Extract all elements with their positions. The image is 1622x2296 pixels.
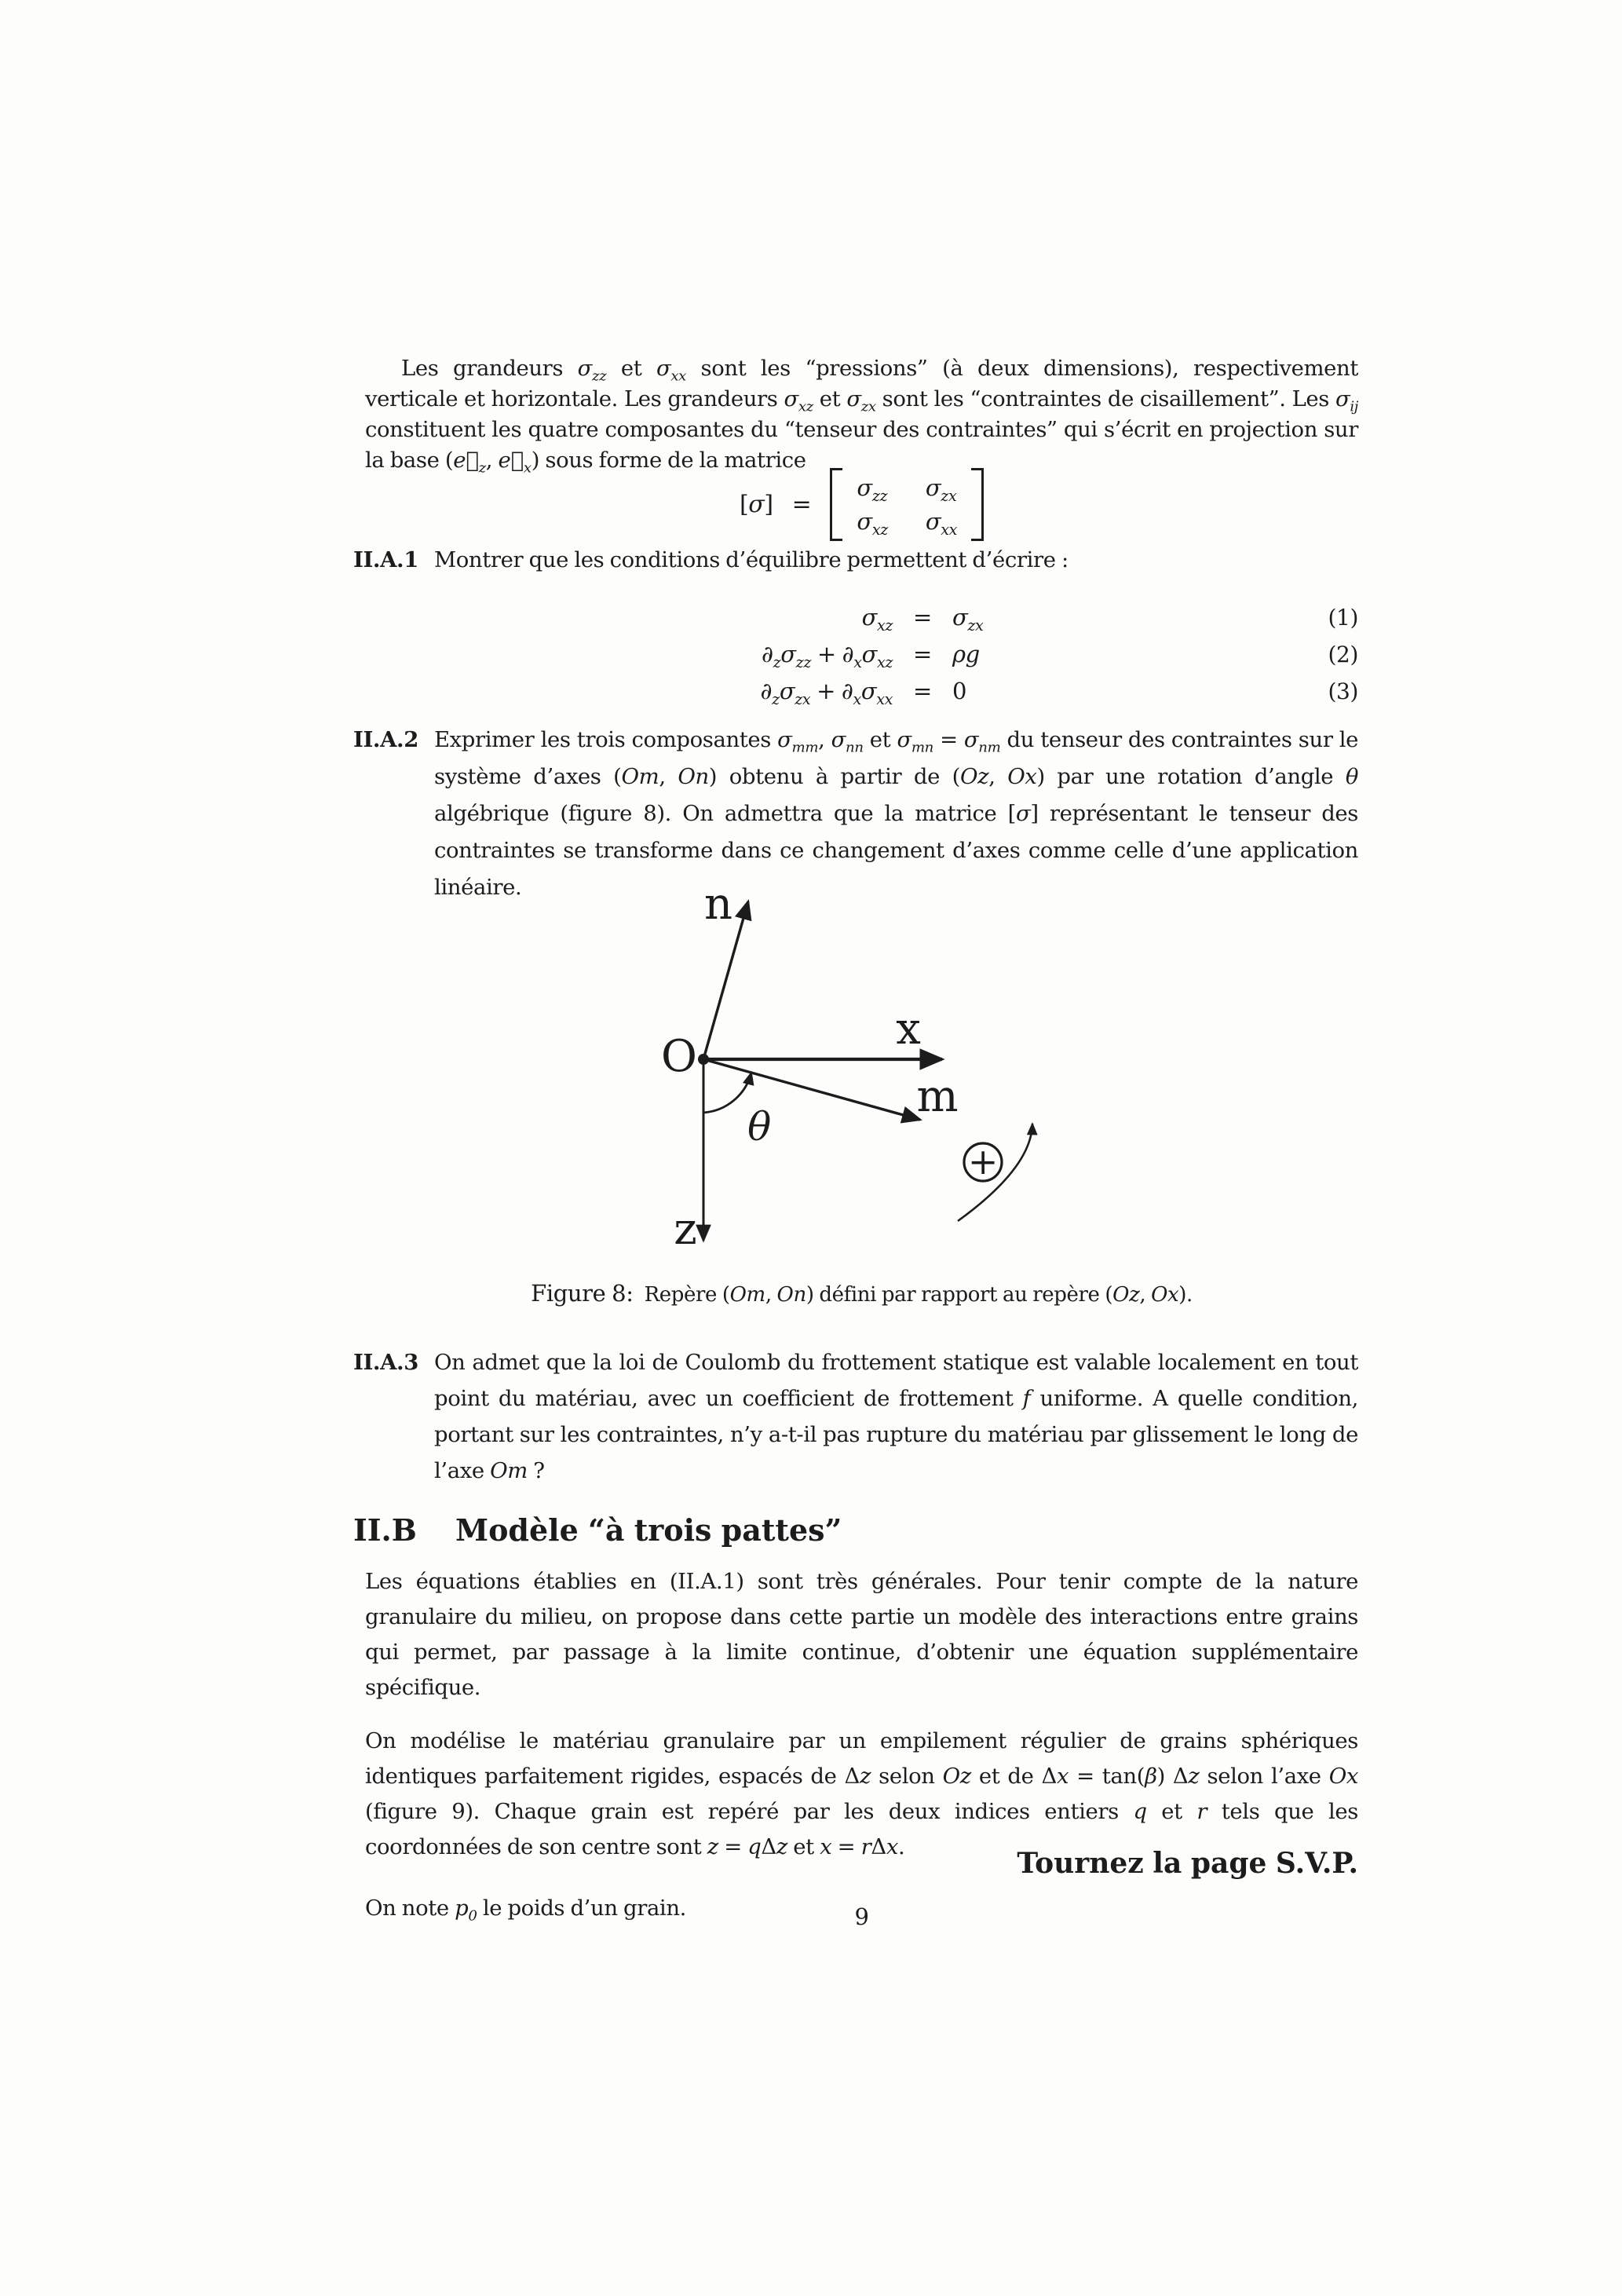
section-IIA1-label: II.A.1 [353,547,418,572]
section-IIA2-label: II.A.2 [353,727,418,752]
origin-label: O [661,1031,697,1082]
matrix-lhs: [σ] [739,491,773,518]
equation-3-rhs: 0 [952,678,967,704]
section-IIA2-text: Exprimer les trois composantes $\sigma_{mm}$, $\sigma_{nn}$ et $\sigma_{mn} = \sigma_{nm}$ du tenseur des contraintes sur le système d’axes (Om, On) obtenu à partir de (Oz, Ox) par une rotation d’angle θ algébrique (figure 8). On admettra que la matrice [σ] représentant le tenseur des contraintes se transforme dans ce changement d’axes comme celle d’une application linéaire. [434,727,1358,900]
section-IIA1 [353,547,1358,572]
section-IIA3-text: On admet que la loi de Coulomb du frottement statique est valable localement en tout point du matériau, avec un coefficient de frottement f uniforme. A quelle condition, portant sur les contraintes, n’y a-t-il pas rupture du matériau par glissement le long de l’axe Om ? [434,1350,1358,1483]
equation-2-lhs: $\partial_z\sigma_{zz} + \partial_x\sigma_{xz}$ [761,641,893,671]
paragraph: On modélise le matériau granulaire par un empilement régulier de grains sphériques identiques parfaitement rigides, espacés de Δz selon Oz et de Δx = tan(β) Δz selon l’axe Ox (figure 9). Chaque grain est repéré par les deux indices entiers q et r tels que les coordonnées de son centre sont z = qΔz et x = rΔx. [365,1728,1358,1859]
angle-arc [703,1073,751,1113]
figure-8-caption [365,1280,1358,1307]
section-IIA3 [353,1344,1358,1489]
equation-3-number: (3) [1328,678,1358,704]
z-axis-label: z [674,1204,697,1255]
equilibrium-equations [365,599,1358,710]
figure-8-caption-prefix: Figure 8: [531,1280,634,1307]
section-IIA1-text: Montrer que les conditions d’équilibre permettent d’écrire : [434,547,1069,572]
origin-dot [698,1054,709,1065]
figure-8-caption-text: Repère (Om, On) défini par rapport au repère (Oz, Ox). [644,1283,1193,1307]
equation-2-rhs: ρg [952,641,980,667]
equation-1-rhs: $\sigma_{zx}$ [952,604,984,634]
matrix-cell-xx: $\sigma_{xx}$ [925,508,958,539]
paragraph: On note $p_0$ le poids d’un grain. [365,1896,686,1925]
stress-tensor-matrix-equation [365,468,1358,541]
section-IIB-heading [353,1512,1358,1548]
m-axis-label: m [916,1071,959,1122]
page-number: 9 [854,1903,869,1930]
equation-2 [365,636,1358,673]
equation-2-equals: = [913,641,932,667]
paragraph: Les équations établies en (II.A.1) sont très générales. Pour tenir compte de la nature granulaire du milieu, on propose dans cette partie un modèle des interactions entre grains qui permet, par passage à la limite continue, d’obtenir une équation supplémentaire spécifique. [365,1569,1358,1700]
n-axis-label: n [703,879,733,930]
turn-page-note: Tournez la page S.V.P. [1017,1847,1358,1880]
matrix-cell-zx: $\sigma_{zx}$ [925,474,957,505]
equation-1-equals: = [913,604,932,631]
matrix-cell-zz: $\sigma_{zz}$ [857,474,888,505]
x-axis-label: x [896,1004,921,1055]
equation-1 [365,599,1358,636]
plus-sign-icon: + [967,1140,999,1183]
section-IIB-label: II.B [353,1512,417,1548]
theta-angle-label: θ [747,1104,771,1150]
matrix-left-bracket [830,468,842,541]
figure-8-diagram [644,873,1099,1266]
equation-3 [365,673,1358,710]
matrix-right-bracket [971,468,984,541]
equation-2-number: (2) [1328,642,1358,667]
matrix-equals-sign: = [791,491,812,518]
equation-1-lhs: $\sigma_{xz}$ [861,604,893,634]
matrix-cell-xz: $\sigma_{xz}$ [857,508,888,539]
matrix-cells [849,468,965,541]
intro-paragraph: Les grandeurs $\sigma_{zz}$ et $\sigma_{xx}$ sont les “pressions” (à deux dimensions), respectivement verticale et horizontale. Les grandeurs $\sigma_{xz}$ et $\sigma_{zx}$ sont les “contraintes de cisaillement”. Les $\sigma_{ij}$ constituent les quatre composantes du “tenseur des contraintes” qui s’écrit en projection sur la base ($e⃗_z$, $e⃗_x$) sous forme de la matrice [365,356,1359,477]
equation-3-lhs: $\partial_z\sigma_{zx} + \partial_x\sigma_{xx}$ [760,678,893,708]
equation-3-equals: = [913,678,932,704]
section-IIB-title: Modèle “à trois pattes” [455,1512,842,1548]
equation-1-number: (1) [1328,605,1358,631]
m-axis-arrow [703,1059,920,1120]
section-IIA3-label: II.A.3 [353,1350,418,1375]
